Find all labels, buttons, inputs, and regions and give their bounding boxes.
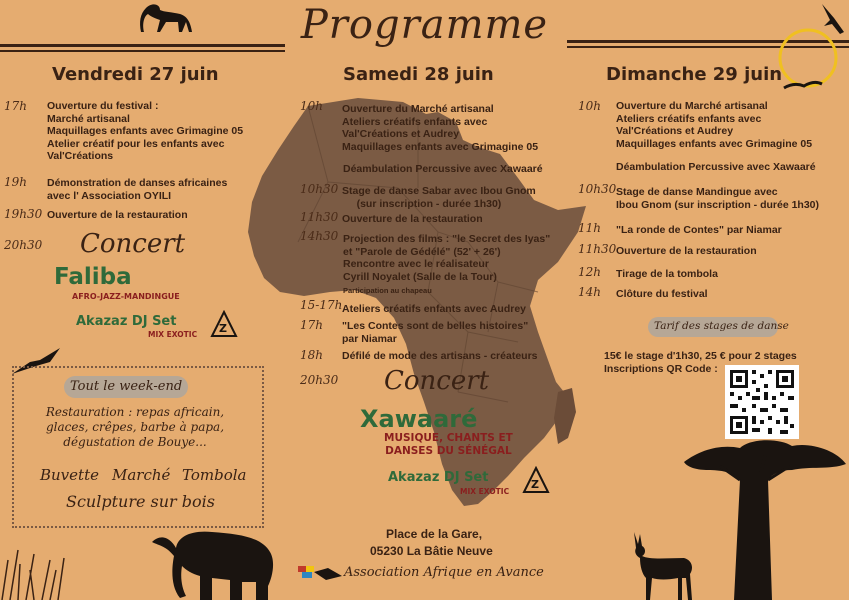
top-rule-left-lower [0, 50, 285, 52]
schedule-event: Ouverture du festival : Marché artisanal Maquillages enfants avec Grimagine 05 Atelier créatif pour les enfants avec Val'Créations [47, 100, 244, 162]
grass-icon [0, 540, 70, 600]
day-heading-sunday: Dimanche 29 juin [606, 64, 783, 85]
tarif-label: Tarif des stages de danse [654, 320, 789, 332]
baobab-tree-icon [680, 436, 849, 600]
schedule-event: Ouverture de la restauration [47, 209, 188, 221]
weekend-activity: Marché [112, 466, 171, 484]
schedule-time: 20h30 [4, 238, 43, 252]
weekend-activity: Tombola [182, 466, 247, 484]
schedule-event: Ouverture de la restauration [616, 245, 757, 257]
schedule-event: "La ronde de Contes" par Niamar [616, 224, 782, 236]
schedule-time: 10h30 [300, 182, 339, 196]
weekend-label: Tout le week-end [70, 379, 183, 394]
schedule-event: Déambulation Percussive avec Xawaaré [343, 163, 543, 175]
schedule-time: 17h [300, 318, 323, 332]
schedule-time: 18h [300, 348, 323, 362]
schedule-event: Défilé de mode des artisans - créateurs [342, 350, 538, 362]
schedule-time: 19h [4, 175, 27, 189]
schedule-note: Participation au chapeau [343, 286, 432, 295]
weekend-text: Restauration : repas africain, glaces, crêpes, barbe à papa, dégustation de Bouye... [45, 405, 225, 449]
schedule-time: 12h [578, 265, 601, 279]
akazaz-logo-icon [210, 310, 238, 338]
association-logo-icon [296, 562, 346, 586]
schedule-time: 20h30 [300, 373, 339, 387]
monkey-icon [138, 2, 198, 36]
schedule-event: Ouverture du Marché artisanal Ateliers créatifs enfants avec Val'Créations et Audrey Maquillages enfants avec Grimagine 05 [342, 103, 539, 153]
schedule-event: Stage de danse Sabar avec Ibou Gnom (sur inscription - durée 1h30) [342, 185, 536, 210]
day-heading-friday: Vendredi 27 juin [52, 64, 219, 85]
schedule-time: 10h [300, 99, 323, 113]
schedule-time: 11h30 [300, 210, 339, 224]
weekend-activity: Buvette [40, 466, 99, 484]
schedule-time: 19h30 [4, 207, 43, 221]
venue-line-2: 05230 La Bâtie Neuve [370, 544, 493, 558]
schedule-time: 11h [578, 221, 601, 235]
dj-name: Akazaz DJ Set [76, 314, 177, 329]
schedule-time: 10h30 [578, 182, 617, 196]
band-name: Faliba [54, 264, 132, 290]
schedule-time: 14h [578, 285, 601, 299]
day-heading-saturday: Samedi 28 juin [343, 64, 494, 85]
schedule-time: 14h30 [300, 229, 339, 243]
tarif-text: 15€ le stage d'1h30, 25 € pour 2 stages Inscriptions QR Code : [604, 350, 797, 375]
page-title: Programme [300, 2, 549, 48]
dj-name: Akazaz DJ Set [388, 470, 489, 485]
schedule-event: Tirage de la tombola [616, 268, 718, 280]
organizer-name: Association Afrique en Avance [344, 565, 544, 580]
schedule-time: 11h30 [578, 242, 617, 256]
schedule-event: Projection des films : "le Secret des Iyas" et "Parole de Gédélé" (52' + 26') Rencontre avec le réalisateur Cyrill Noyalet (Salle de la Tour) [343, 233, 551, 283]
venue-line-1: Place de la Gare, [386, 527, 483, 541]
dj-subtitle: MIX EXOTIC [460, 487, 510, 496]
schedule-time: 10h [578, 99, 601, 113]
schedule-event: Ouverture du Marché artisanal Ateliers créatifs enfants avec Val'Créations et Audrey Maquillages enfants avec Grimagine 05 [616, 100, 813, 150]
schedule-event: Stage de danse Mandingue avec Ibou Gnom (sur inscription - durée 1h30) [616, 186, 820, 211]
schedule-event: Déambulation Percussive avec Xawaaré [616, 161, 816, 173]
svg-text:Z: Z [531, 478, 539, 491]
band-style: AFRO-JAZZ-MANDINGUE [72, 292, 180, 301]
band-name: Xawaaré [360, 405, 478, 433]
svg-text:Z: Z [219, 322, 227, 335]
schedule-event: Démonstration de danses africaines avec l' Association OYILI [47, 177, 228, 202]
weekend-sculpture: Sculpture sur bois [66, 492, 215, 511]
antelope-icon [628, 530, 700, 600]
concert-label: Concert [384, 366, 490, 396]
concert-label: Concert [80, 229, 186, 259]
sun-icon [774, 26, 849, 96]
dj-subtitle: MIX EXOTIC [148, 330, 198, 339]
elephant-icon [152, 526, 282, 600]
akazaz-logo-icon [522, 466, 550, 494]
schedule-event: Clôture du festival [616, 288, 708, 300]
schedule-event: Ateliers créatifs enfants avec Audrey [342, 303, 527, 315]
schedule-event: "Les Contes sont de belles histoires" par Niamar [342, 320, 529, 345]
schedule-time: 15-17h [300, 298, 343, 312]
qr-code[interactable] [725, 365, 799, 439]
schedule-time: 17h [4, 99, 27, 113]
schedule-event: Ouverture de la restauration [342, 213, 483, 225]
band-style: MUSIQUE, CHANTS ET DANSES DU SÉNÉGAL [384, 432, 513, 457]
